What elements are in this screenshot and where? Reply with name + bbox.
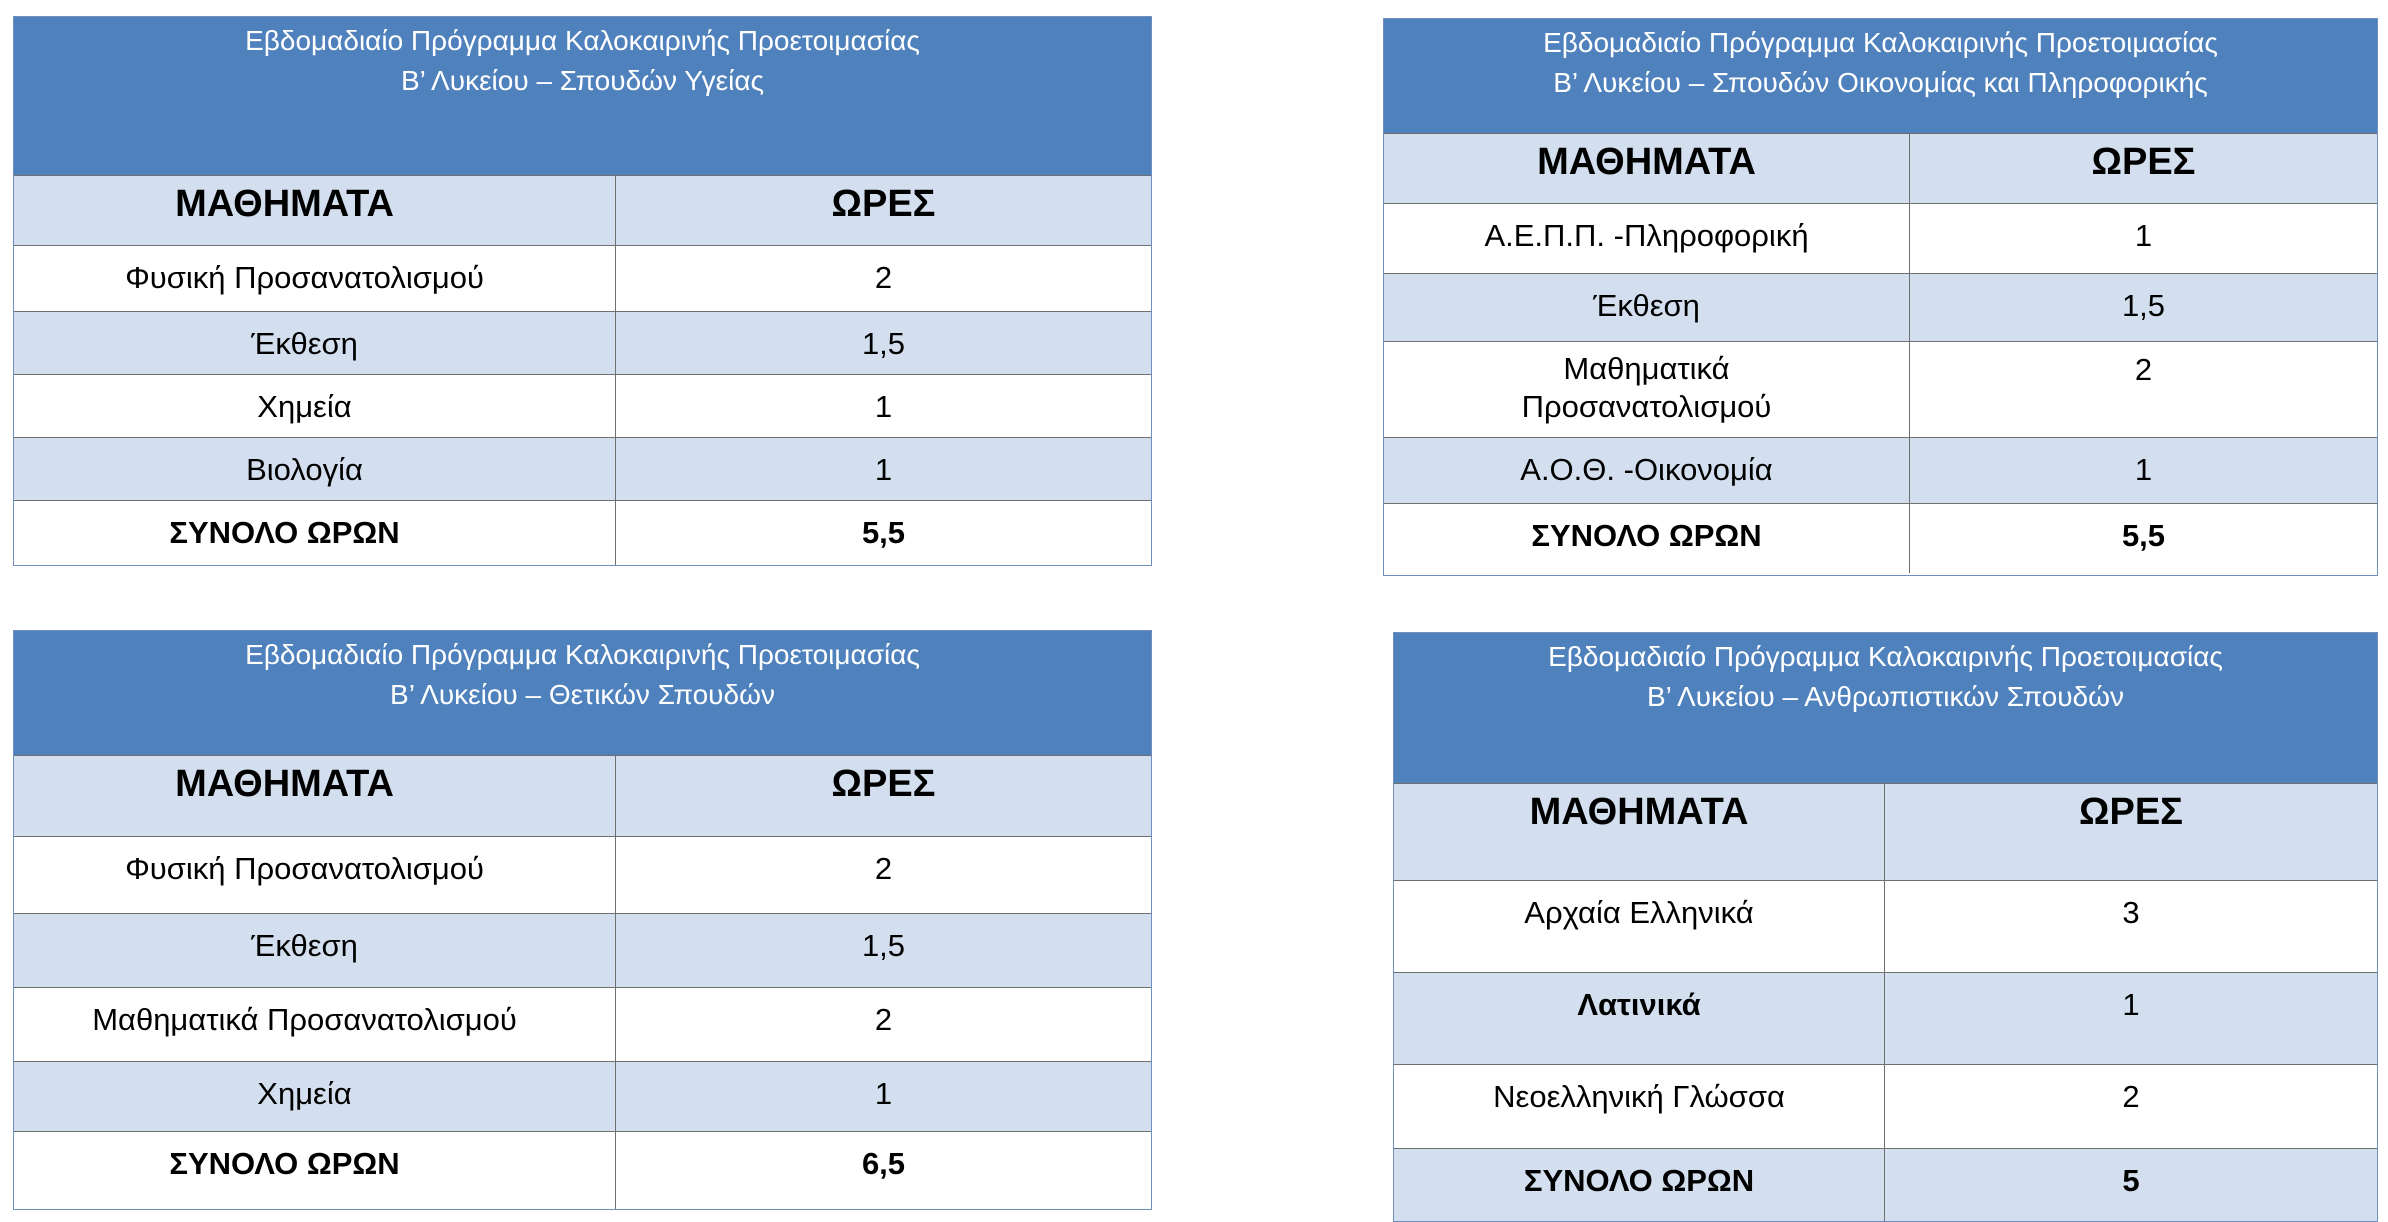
schedule-table-health [13, 16, 1152, 566]
subject-cell: Έκθεση [1384, 274, 1910, 341]
total-row [1384, 503, 2377, 573]
total-hours: 6,5 [861, 1146, 906, 1181]
subject-cell: Α.Ο.Θ. -Οικονομία [1384, 438, 1910, 503]
header-subjects: ΜΑΘΗΜΑΤΑ [14, 756, 616, 836]
subject-cell: Νεοελληνική Γλώσσα [1394, 1065, 1885, 1148]
table-title [1394, 633, 2377, 783]
hours-cell: 2 [874, 851, 893, 886]
subject-cell: Χημεία [14, 375, 616, 437]
table-row [1384, 341, 2377, 437]
header-subjects: ΜΑΘΗΜΑΤΑ [1384, 134, 1910, 203]
table-title [1384, 19, 2377, 133]
table-row [14, 311, 1151, 374]
table-row [14, 1061, 1151, 1131]
header-row [1384, 133, 2377, 203]
table-row [1384, 437, 2377, 503]
table-row [14, 987, 1151, 1061]
total-label: ΣΥΝΟΛΟ ΩΡΩΝ [14, 501, 616, 565]
title-line-1: Εβδομαδιαίο Πρόγραμμα Καλοκαιρινής Προετοιμασίας [1548, 641, 2223, 672]
title-line-2: Β’ Λυκείου – Σπουδών Οικονομίας και Πληροφορικής [1553, 67, 2208, 98]
table-row [14, 836, 1151, 913]
subject-cell: Αρχαία Ελληνικά [1394, 881, 1885, 972]
total-row [14, 500, 1151, 565]
subject-cell: Α.Ε.Π.Π. -Πληροφορική [1384, 204, 1910, 273]
header-row [14, 175, 1151, 245]
header-row [1394, 783, 2377, 880]
hours-cell: 2 [2134, 352, 2153, 387]
hours-cell: 1 [2134, 218, 2153, 253]
schedule-table-sciences [13, 630, 1152, 1210]
subject-cell: Έκθεση [14, 312, 616, 374]
hours-cell: 3 [2122, 895, 2140, 930]
hours-cell: 1 [874, 452, 893, 487]
subject-cell: Έκθεση [14, 914, 616, 987]
hours-cell: 2 [874, 260, 893, 295]
title-line-1: Εβδομαδιαίο Πρόγραμμα Καλοκαιρινής Προετοιμασίας [245, 639, 920, 670]
total-hours: 5,5 [2121, 518, 2166, 553]
hours-cell: 2 [874, 1002, 893, 1037]
total-label: ΣΥΝΟΛΟ ΩΡΩΝ [1384, 504, 1910, 573]
table-row [14, 913, 1151, 987]
hours-cell: 1,5 [2121, 288, 2166, 323]
hours-cell: 1,5 [861, 326, 906, 361]
table-title [14, 631, 1151, 755]
subject-cell: Χημεία [14, 1062, 616, 1131]
total-hours: 5,5 [861, 515, 906, 550]
subject-cell: Φυσική Προσανατολισμού [14, 837, 616, 913]
subject-cell: Φυσική Προσανατολισμού [14, 246, 616, 311]
table-title [14, 17, 1151, 175]
subject-cell: Μαθηματικά Προσανατολισμού [1384, 342, 1910, 437]
header-subjects: ΜΑΘΗΜΑΤΑ [1394, 784, 1885, 880]
table-row [1384, 203, 2377, 273]
hours-cell: 1 [2134, 452, 2153, 487]
schedule-table-humanities [1393, 632, 2378, 1222]
hours-cell: 1 [874, 1076, 893, 1111]
title-line-2: Β’ Λυκείου – Σπουδών Υγείας [400, 65, 765, 96]
total-row [14, 1131, 1151, 1209]
header-hours: ΩΡΕΣ [831, 183, 936, 225]
header-hours: ΩΡΕΣ [2079, 791, 2183, 833]
table-row [14, 245, 1151, 311]
title-line-2: Β’ Λυκείου – Ανθρωπιστικών Σπουδών [1646, 681, 2125, 712]
table-row [1394, 972, 2377, 1064]
subject-cell: Βιολογία [14, 438, 616, 500]
hours-cell: 2 [2122, 1079, 2140, 1114]
hours-cell: 1 [874, 389, 893, 424]
schedule-table-economics [1383, 18, 2378, 576]
header-hours: ΩΡΕΣ [2091, 141, 2196, 183]
table-row [1384, 273, 2377, 341]
subject-cell: Λατινικά [1394, 973, 1885, 1064]
total-row [1394, 1148, 2377, 1221]
total-hours: 5 [2122, 1163, 2140, 1198]
table-row [14, 374, 1151, 437]
header-subjects: ΜΑΘΗΜΑΤΑ [14, 176, 616, 245]
table-row [1394, 880, 2377, 972]
title-line-2: Β’ Λυκείου – Θετικών Σπουδών [390, 679, 775, 710]
header-hours: ΩΡΕΣ [831, 763, 936, 805]
hours-cell: 1 [2122, 987, 2140, 1022]
title-line-1: Εβδομαδιαίο Πρόγραμμα Καλοκαιρινής Προετοιμασίας [1543, 27, 2218, 58]
subject-cell: Μαθηματικά Προσανατολισμού [14, 988, 616, 1061]
table-row [14, 437, 1151, 500]
title-line-1: Εβδομαδιαίο Πρόγραμμα Καλοκαιρινής Προετοιμασίας [245, 25, 920, 56]
total-label: ΣΥΝΟΛΟ ΩΡΩΝ [14, 1132, 616, 1209]
table-row [1394, 1064, 2377, 1148]
total-label: ΣΥΝΟΛΟ ΩΡΩΝ [1394, 1149, 1885, 1221]
hours-cell: 1,5 [861, 928, 906, 963]
header-row [14, 755, 1151, 836]
